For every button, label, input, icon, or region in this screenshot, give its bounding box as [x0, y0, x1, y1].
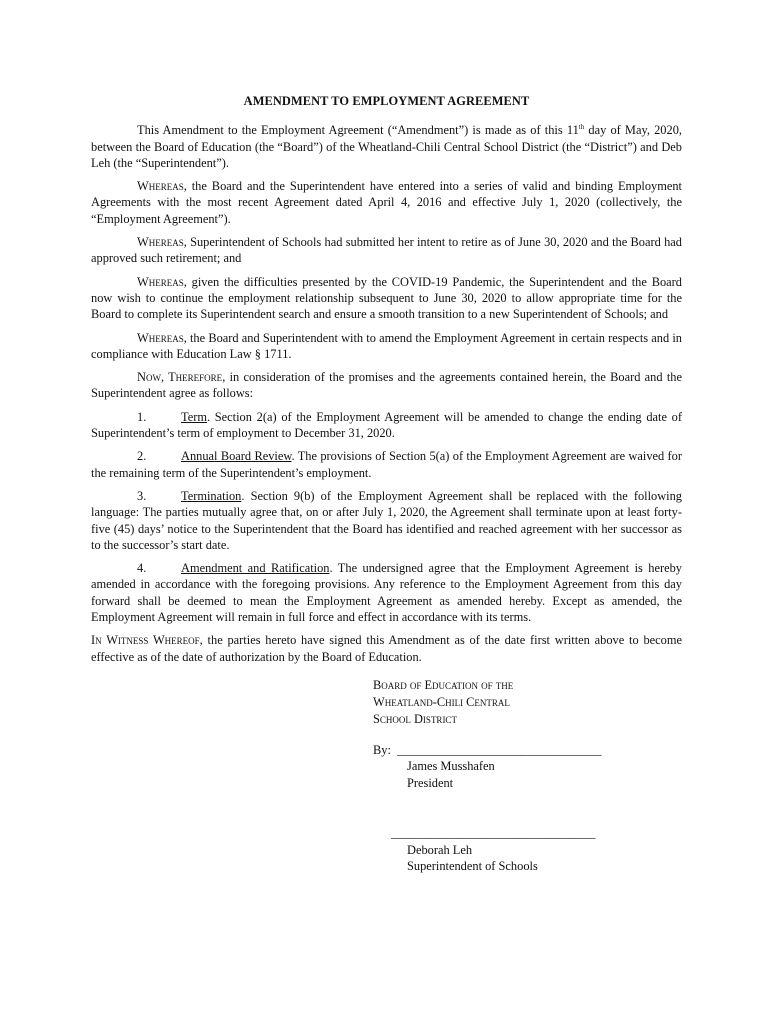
intro-text-end: day of May, 2020, between the Board of Education (the “Board”) of the Wheatland-Chili Central School District (the “District”) and Deb Leh (the “Superintendent”). [91, 123, 682, 170]
whereas-lead: Whereas [137, 330, 184, 345]
section-item-1 [91, 409, 682, 442]
item-text: . The provisions of Section 5(a) of the Employment Agreement are waived for the remaining term of the Superintendent’s employment. [91, 449, 683, 480]
intro-text: This Amendment to the Employment Agreement (“Amendment”) is made as of this 11 [137, 123, 579, 138]
signature-rule[interactable]: _________________________________ [391, 826, 596, 841]
item-heading: Termination [181, 488, 242, 503]
whereas-text: , given the difficulties presented by the COVID-19 Pandemic, the Superintendent and the Board now wish to continue the employment relationship subsequent to June 30, 2020 to allow appropriate time for the Board to complete its Superintendent search and ensure a smooth transition to a new Superintendent of Schools; and [91, 274, 682, 322]
signer-name: Deborah Leh [407, 842, 473, 857]
item-heading: Amendment and Ratification [181, 561, 330, 576]
org-line: Board of Education of the [373, 677, 514, 692]
witness-text: , the parties hereto have signed this Amendment as of the date first written above to become effective as of the date of authorization by the Board of Education. [91, 633, 682, 664]
item-text: . Section 2(a) of the Employment Agreement will be amended to change the ending date of Superintendent’s term of employment to December 31, 2020. [91, 409, 682, 441]
section-item-2 [91, 448, 682, 481]
item-text: . The undersigned agree that the Employment Agreement is hereby amended in accordance with the foregoing provisions. Any reference to the Employment Agreement from this day forward shall be deemed to mean the Employment Agreement as amended hereby. Except as amended, the Employment Agreement will remain in full force and effect in accordance with its terms. [91, 561, 682, 625]
item-text: . Section 9(b) of the Employment Agreement shall be replaced with the following language: The parties mutually agree that, on or after July 1, 2020, the Agreement shall terminate upon at least forty-five (45) days’ notice to the Superintendent that the Board has identified and reached agreement with her successor as to the successor’s start date. [91, 488, 682, 552]
whereas-text: , the Board and the Superintendent have entered into a series of valid and binding Employment Agreements with the most recent Agreement dated April 4, 2016 and effective July 1, 2020 (collectively, the “Employment Agreement”). [91, 179, 682, 226]
org-line: School District [373, 711, 457, 726]
whereas-lead: Whereas [137, 235, 184, 250]
org-line: Wheatland-Chili Central [373, 694, 510, 709]
witness-lead: In Witness Whereof [91, 633, 200, 648]
item-heading: Annual Board Review [181, 449, 292, 464]
section-item-3 [91, 488, 682, 553]
item-number: 3. [137, 488, 147, 503]
witness-paragraph [91, 632, 682, 665]
by-signature-line[interactable] [373, 742, 682, 758]
whereas-paragraph-4 [91, 330, 682, 363]
item-number: 2. [137, 449, 147, 464]
whereas-lead: Whereas [137, 274, 184, 289]
whereas-paragraph-3 [91, 274, 682, 323]
item-number: 4. [137, 561, 147, 576]
intro-paragraph [91, 122, 682, 171]
signer-title: President [407, 775, 454, 790]
board-organization-name [373, 677, 682, 728]
now-therefore-paragraph [91, 369, 682, 402]
signer-2 [407, 842, 682, 875]
signer-title: Superintendent of Schools [407, 858, 538, 873]
intro-superscript: th [578, 123, 585, 132]
signer-1 [407, 758, 682, 791]
document-title: AMENDMENT TO EMPLOYMENT AGREEMENT [243, 94, 530, 108]
whereas-lead: Whereas [137, 179, 184, 194]
whereas-paragraph-1 [91, 178, 682, 227]
now-therefore-lead: Now, Therefore [137, 370, 223, 385]
now-therefore-text: , in consideration of the promises and the agreements contained herein, the Board and the Superintendent agree as follows: [91, 370, 682, 401]
signer-name: James Musshafen [407, 759, 495, 774]
whereas-text: , the Board and Superintendent with to amend the Employment Agreement in certain respects and in compliance with Education Law § 1711. [91, 330, 682, 361]
board-signature-block [373, 677, 682, 791]
section-item-4 [91, 560, 682, 625]
whereas-paragraph-2 [91, 234, 682, 267]
whereas-text: , Superintendent of Schools had submitted her intent to retire as of June 30, 2020 and the Board had approved such retirement; and [91, 235, 682, 266]
signature-rule: _________________________________ [397, 742, 602, 757]
superintendent-signature-block [391, 825, 682, 874]
by-label: By: [373, 742, 391, 757]
item-heading: Term [181, 409, 207, 424]
item-number: 1. [137, 409, 147, 424]
